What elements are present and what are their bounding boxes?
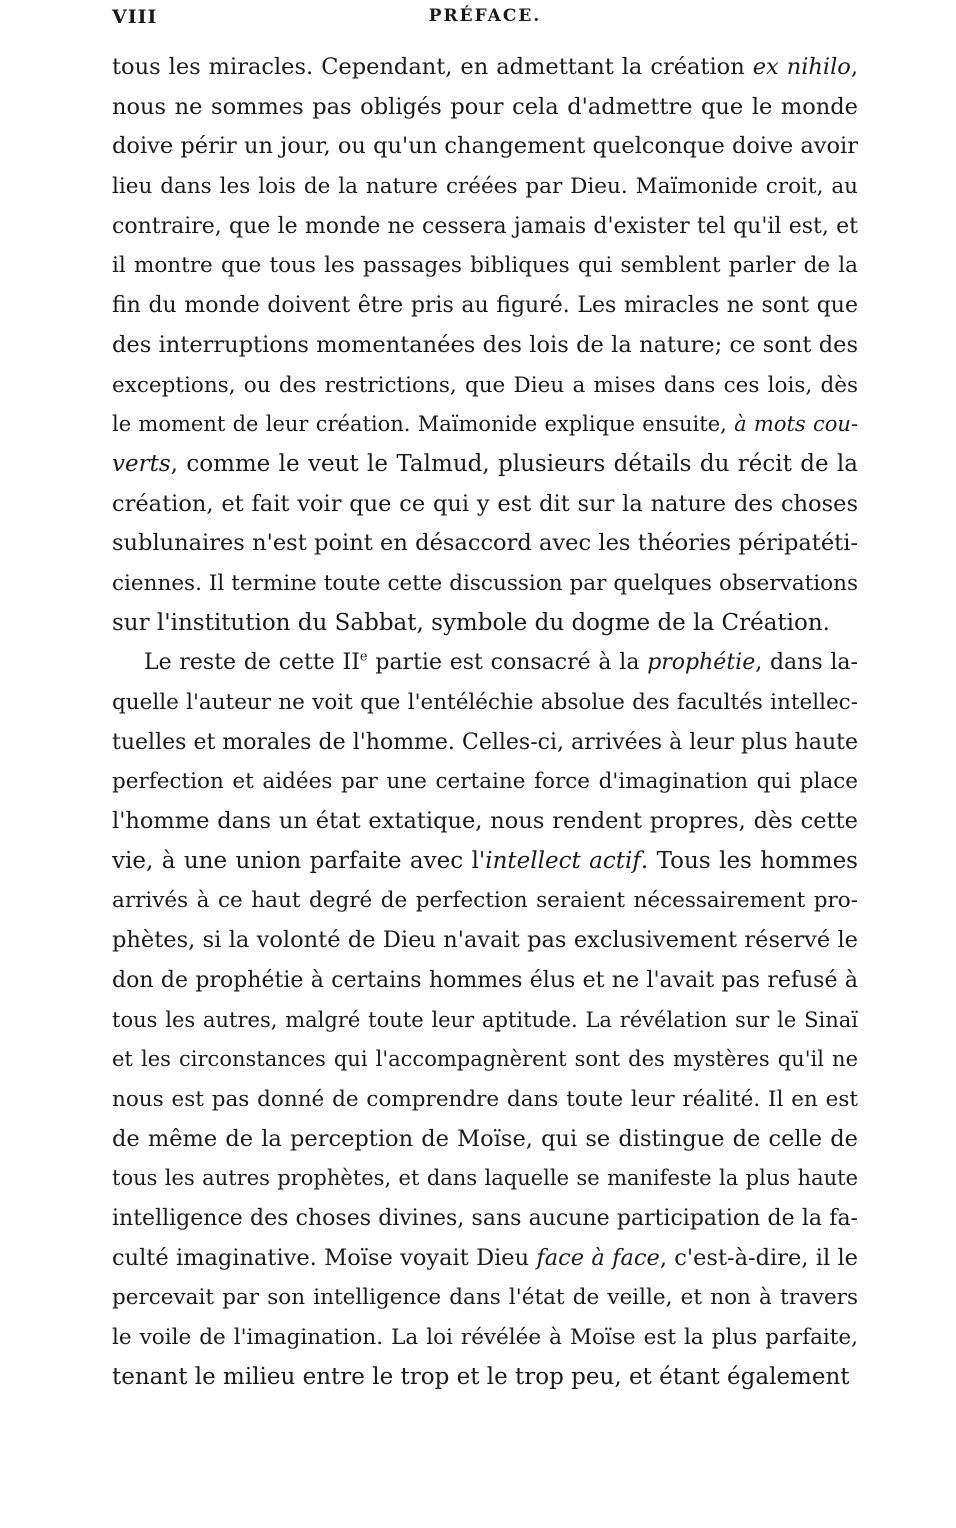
text-run: intelligence des choses divines, sans aucune participation de la fa- <box>112 1205 858 1231</box>
text-line <box>112 1040 858 1080</box>
page-number: VIII <box>112 6 158 28</box>
text-line <box>112 1278 858 1318</box>
paragraph <box>112 48 858 643</box>
text-line <box>112 802 858 842</box>
running-title: PRÉFACE. <box>428 6 542 26</box>
italic-run: à mots cou- <box>734 412 858 437</box>
text-line <box>112 1239 858 1279</box>
italic-run: face à face <box>536 1244 660 1271</box>
italic-run: intellect actif <box>485 847 641 874</box>
text-run: et les circonstances qui l'accompagnèrent sont des mystères qu'il ne <box>112 1047 858 1072</box>
text-run: nous est pas donné de comprendre dans toute leur réalité. Il en est <box>112 1086 858 1112</box>
italic-run: prophétie <box>647 650 756 676</box>
italic-run: ex nihilo <box>752 54 851 80</box>
text-run: tous les autres, malgré toute leur aptitude. La révélation sur le Sinaï <box>112 1007 858 1032</box>
text-run: tous les autres prophètes, et dans laquelle se manifeste la plus haute <box>112 1166 858 1191</box>
text-run: phètes, si la volonté de Dieu n'avait pas exclusivement réservé le <box>112 927 858 954</box>
text-run: . Tous les hommes <box>640 847 858 874</box>
text-run: le moment de leur création. Maïmonide explique ensuite, <box>112 412 735 437</box>
text-run: exceptions, ou des restrictions, que Dieu a mises dans ces lois, dès <box>112 372 858 398</box>
text-run: nous ne sommes pas obligés pour cela d'admettre que le monde <box>112 93 858 120</box>
text-line <box>112 88 858 128</box>
text-line <box>112 921 858 961</box>
text-run: le voile de l'imagination. La loi révélée à Moïse est la plus parfaite, <box>112 1325 858 1350</box>
text-line <box>112 604 858 644</box>
text-line <box>112 564 858 604</box>
text-line <box>112 1159 858 1199</box>
text-run: perfection et aidées par une certaine force d'imagination qui place <box>112 769 858 795</box>
text-line <box>112 445 858 485</box>
text-line <box>112 1080 858 1120</box>
text-run: création, et fait voir que ce qui y est dit sur la nature des choses <box>112 490 858 517</box>
text-run: vie, à une union parfaite avec l' <box>112 847 486 874</box>
text-line <box>112 48 858 88</box>
text-run: tuelles et morales de l'homme. Celles-ci, arrivées à leur plus haute <box>112 729 858 755</box>
text-run: des interruptions momentanées des lois de la nature; ce sont des <box>112 331 858 358</box>
text-run: tenant le milieu entre le trop et le trop peu, et étant également <box>112 1363 850 1390</box>
text-line <box>112 961 858 1001</box>
text-run: culté imaginative. Moïse voyait Dieu <box>112 1244 537 1271</box>
text-line <box>112 881 858 921</box>
text-line <box>112 286 858 326</box>
text-line <box>112 366 858 406</box>
text-line <box>112 485 858 525</box>
text-line <box>112 167 858 207</box>
paragraph <box>112 643 858 1397</box>
text-line <box>112 683 858 723</box>
text-line <box>112 207 858 247</box>
italic-run: verts <box>112 450 171 477</box>
text-run: doive périr un jour, ou qu'un changement quelconque doive avoir <box>112 133 858 160</box>
body-text <box>112 48 858 1397</box>
text-line <box>112 1001 858 1041</box>
text-run: , c'est-à-dire, il le <box>659 1244 858 1271</box>
text-run: lieu dans les lois de la nature créées par Dieu. Maïmonide croit, au <box>112 174 858 200</box>
text-run: , dans la- <box>755 650 858 676</box>
text-run: fin du monde doivent être pris au figuré. Les miracles ne sont que <box>112 293 858 319</box>
text-run: , <box>850 54 858 80</box>
text-line <box>112 1120 858 1160</box>
text-run: , comme le veut le Talmud, plusieurs détails du récit de la <box>170 450 858 477</box>
text-run: Le reste de cette II <box>144 650 360 676</box>
text-line <box>112 246 858 286</box>
text-line <box>112 326 858 366</box>
text-run: partie est consacré à la <box>367 650 648 676</box>
text-line <box>112 1318 858 1358</box>
text-run: de même de la perception de Moïse, qui se distingue de celle de <box>112 1125 858 1152</box>
text-line <box>112 524 858 564</box>
text-run: arrivés à ce haut degré de perfection seraient nécessairement pro- <box>112 888 858 914</box>
text-line <box>112 1358 858 1398</box>
text-run: il montre que tous les passages bibliques qui semblent parler de la <box>112 253 858 279</box>
text-line <box>112 1199 858 1239</box>
text-line <box>112 762 858 802</box>
text-run: sur l'institution du Sabbat, symbole du dogme de la Création. <box>112 609 830 636</box>
text-line <box>112 405 858 445</box>
text-run: contraire, que le monde ne cessera jamais d'exister tel qu'il est, et <box>112 213 858 239</box>
text-run: don de prophétie à certains hommes élus et ne l'avait pas refusé à <box>112 967 858 993</box>
text-run: ciennes. Il termine toute cette discussion par quelques observations <box>112 570 858 596</box>
text-line <box>112 643 858 683</box>
running-head <box>112 6 858 36</box>
text-line <box>112 127 858 167</box>
superscript: e <box>359 649 368 665</box>
text-run: percevait par son intelligence dans l'état de veille, et non à travers <box>112 1285 858 1311</box>
text-run: quelle l'auteur ne voit que l'entéléchie absolue des facultés intellec- <box>112 690 858 715</box>
text-run: l'homme dans un état extatique, nous rendent propres, dès cette <box>112 808 858 835</box>
text-run: tous les miracles. Cependant, en admettant la création <box>112 54 753 80</box>
text-line <box>112 842 858 882</box>
text-line <box>112 723 858 763</box>
text-run: sublunaires n'est point en désaccord avec les théories péripatéti- <box>112 530 858 557</box>
